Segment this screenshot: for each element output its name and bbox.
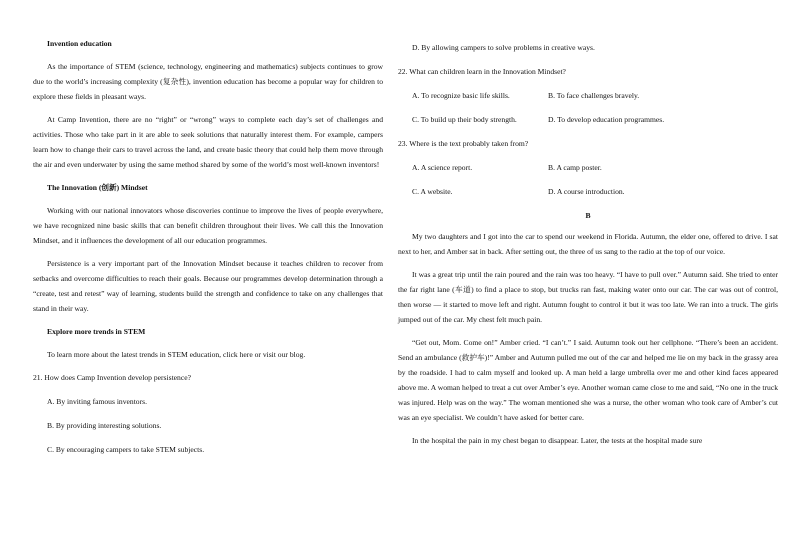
options-23-row1 xyxy=(398,160,778,175)
option-22c: C. To build up their body strength. xyxy=(412,115,517,124)
option-23c: C. A website. xyxy=(412,187,453,196)
option-21b: B. By providing interesting solutions. xyxy=(47,421,162,430)
option-21d: D. By allowing campers to solve problems in creative ways. xyxy=(412,43,595,52)
question-21: 21. How does Camp Invention develop persistence? xyxy=(33,373,191,382)
heading-innovation-mindset: The Innovation (创新) Mindset xyxy=(47,183,148,192)
heading-explore-trends: Explore more trends in STEM xyxy=(47,327,146,336)
paragraph: To learn more about the latest trends in STEM education, click here or visit our blog. xyxy=(47,350,306,359)
paragraph: As the importance of STEM (science, technology, engineering and mathematics) subjects continues to grow due to the world’s increasing complexity (复杂性), invention education has become a popular way for children to explore these fields in pleasant ways. xyxy=(33,62,383,101)
right-column xyxy=(398,40,778,456)
section-b-title: B xyxy=(585,211,591,220)
paragraph: In the hospital the pain in my chest began to disappear. Later, the tests at the hospital made sure xyxy=(412,436,703,445)
option-23b: B. A camp poster. xyxy=(548,163,602,172)
question-23: 23. Where is the text probably taken from? xyxy=(398,139,529,148)
left-column xyxy=(33,36,383,466)
options-22-row2 xyxy=(398,112,778,127)
paragraph: Persistence is a very important part of the Innovation Mindset because it teaches children to recover from setbacks and overcome difficulties to reach their goals. Because our programmes develop determination through a “create, test and retest” way of learning, students build the strength and confidence to take on any challenges that stand in their way. xyxy=(33,259,383,313)
paragraph: Working with our national innovators whose discoveries continue to improve the lives of people everywhere, we have recognized nine basic skills that can benefit children throughout their lives. We call this the Innovation Mindset, and it influences the development of all our education programmes. xyxy=(33,206,383,245)
option-22a: A. To recognize basic life skills. xyxy=(412,91,510,100)
paragraph: At Camp Invention, there are no “right” or “wrong” ways to complete each day’s set of challenges and activities. Those who take part in it are able to seek solutions that naturally interest them. For example, campers learn how to change their cars to travel across the land, and create basic theory that could help them move through the air and even underwater by using the same method shared by some of the world’s most well-known inventors! xyxy=(33,115,383,169)
heading-invention-education: Invention education xyxy=(47,39,112,48)
paragraph: It was a great trip until the rain poured and the rain was too heavy. “I have to pull over.” Autumn said. She tried to enter the far right lane (车道) to find a place to stop, but trucks ran fast, making water onto our car. The car was out of control, then worse — it started to move left and right. Autumn fought to control it but it was too late. We ran into a truck. The girls jumped out of the car. My chest felt much pain. xyxy=(398,270,778,324)
options-22-row1 xyxy=(398,88,778,103)
option-22d: D. To develop education programmes. xyxy=(548,115,665,124)
paragraph: “Get out, Mom. Come on!” Amber cried. “I can’t.” I said. Autumn took out her cellphone. “There’s been an accident. Send an ambulance (救护车)!” Amber and Autumn pulled me out of the car and helped me lie on my back in the grassy area by the roadside. I had to calm myself and looked up. A man held a large umbrella over me and other kind faces appeared above me. A woman helped to treat a cut over Amber’s eye. Another woman came close to me and said, “No one in the truck was injured. Help was on the way.” The woman mentioned she was a nurse, the other woman who took care of Amber’s cut was an eye specialist. We couldn’t have asked for better care. xyxy=(398,338,778,422)
option-23a: A. A science report. xyxy=(412,163,473,172)
option-21c: C. By encouraging campers to take STEM subjects. xyxy=(47,445,205,454)
option-23d: D. A course introduction. xyxy=(548,187,625,196)
question-22: 22. What can children learn in the Innovation Mindset? xyxy=(398,67,566,76)
options-23-row2 xyxy=(398,184,778,199)
paragraph: My two daughters and I got into the car to spend our weekend in Florida. Autumn, the elder one, offered to drive. I sat next to her, and Amber sat in back. After setting out, the three of us sang to the radio at the top of our voice. xyxy=(398,232,778,256)
option-22b: B. To face challenges bravely. xyxy=(548,91,640,100)
option-21a: A. By inviting famous inventors. xyxy=(47,397,147,406)
